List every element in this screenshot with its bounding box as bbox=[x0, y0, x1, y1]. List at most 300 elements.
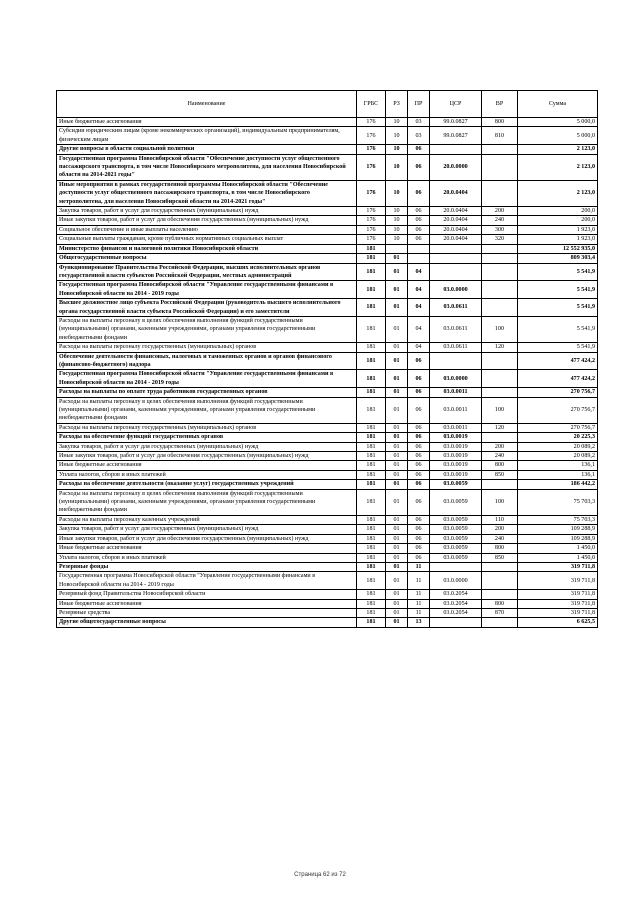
cell-sum: 186 442,2 bbox=[518, 480, 598, 489]
cell-vr: 850 bbox=[482, 470, 518, 479]
cell-pr: 06 bbox=[408, 207, 430, 216]
cell-name: Закупка товаров, работ и услуг для государственных (муниципальных) нужд bbox=[57, 442, 357, 451]
cell-vr bbox=[482, 154, 518, 180]
cell-vr bbox=[482, 281, 518, 299]
cell-grbs: 181 bbox=[357, 281, 386, 299]
cell-grbs: 176 bbox=[357, 154, 386, 180]
cell-pr: 06 bbox=[408, 397, 430, 423]
cell-vr bbox=[482, 244, 518, 253]
cell-name: Резервные фонды bbox=[57, 562, 357, 571]
table-row bbox=[57, 207, 598, 216]
cell-grbs: 176 bbox=[357, 180, 386, 206]
cell-grbs: 176 bbox=[357, 145, 386, 154]
budget-table bbox=[56, 90, 598, 628]
cell-rz: 01 bbox=[386, 343, 408, 352]
cell-sum: 20 089,2 bbox=[518, 442, 598, 451]
table-row bbox=[57, 343, 598, 352]
cell-pr: 11 bbox=[408, 572, 430, 590]
cell-sum: 477 424,2 bbox=[518, 352, 598, 370]
cell-vr bbox=[482, 145, 518, 154]
cell-pr: 06 bbox=[408, 470, 430, 479]
cell-name: Расходы на выплаты персоналу в целях обеспечения выполнения функций государственными (муниципальными) органами, казенными учреждениями, органами управления государственными внебюджетными фондами bbox=[57, 316, 357, 342]
cell-pr: 06 bbox=[408, 154, 430, 180]
cell-csr: 03.0.0019 bbox=[430, 470, 482, 479]
header-rz: РЗ bbox=[386, 91, 408, 118]
cell-pr: 06 bbox=[408, 388, 430, 397]
cell-sum: 12 552 935,0 bbox=[518, 244, 598, 253]
cell-name: Государственная программа Новосибирской области "Управление государственными финансами в Новосибирской области на 2014 - 2019 годы bbox=[57, 572, 357, 590]
cell-grbs: 181 bbox=[357, 263, 386, 281]
cell-grbs: 181 bbox=[357, 370, 386, 388]
cell-vr bbox=[482, 352, 518, 370]
cell-name: Высшее должностное лицо субъекта Российской Федерации (руководитель высшего исполнительного органа государственной власти субъекта Российской Федерации) и его заместители bbox=[57, 299, 357, 317]
cell-name: Субсидии юридическим лицам (кроме некоммерческих организаций), индивидуальным предпринимателям, физическим лицам bbox=[57, 127, 357, 145]
cell-rz bbox=[386, 244, 408, 253]
cell-grbs: 181 bbox=[357, 553, 386, 562]
table-row bbox=[57, 370, 598, 388]
cell-csr: 03.0.0019 bbox=[430, 452, 482, 461]
cell-vr bbox=[482, 254, 518, 263]
cell-vr: 800 bbox=[482, 544, 518, 553]
cell-csr: 03.0.0019 bbox=[430, 461, 482, 470]
cell-rz: 01 bbox=[386, 534, 408, 543]
cell-sum: 109 288,9 bbox=[518, 525, 598, 534]
table-row bbox=[57, 608, 598, 617]
cell-pr: 06 bbox=[408, 216, 430, 225]
cell-grbs: 181 bbox=[357, 442, 386, 451]
cell-rz: 01 bbox=[386, 461, 408, 470]
cell-sum: 200,0 bbox=[518, 216, 598, 225]
cell-name: Государственная программа Новосибирской области "Управление государственными финансами в Новосибирской области на 2014 - 2019 годы bbox=[57, 370, 357, 388]
cell-sum: 270 756,7 bbox=[518, 423, 598, 432]
cell-csr: 03.0.0000 bbox=[430, 281, 482, 299]
cell-rz: 01 bbox=[386, 397, 408, 423]
cell-rz: 01 bbox=[386, 608, 408, 617]
header-grbs: ГРБС bbox=[357, 91, 386, 118]
cell-pr: 06 bbox=[408, 423, 430, 432]
table-row bbox=[57, 254, 598, 263]
cell-name: Социальное обеспечение и иные выплаты населению bbox=[57, 225, 357, 234]
cell-rz: 01 bbox=[386, 263, 408, 281]
cell-grbs: 181 bbox=[357, 461, 386, 470]
cell-sum: 6 625,5 bbox=[518, 618, 598, 627]
cell-grbs: 181 bbox=[357, 388, 386, 397]
cell-pr: 11 bbox=[408, 608, 430, 617]
cell-name: Резервные средства bbox=[57, 608, 357, 617]
cell-sum: 20 089,2 bbox=[518, 452, 598, 461]
cell-csr: 03.0.0000 bbox=[430, 572, 482, 590]
cell-pr: 06 bbox=[408, 553, 430, 562]
cell-sum: 136,1 bbox=[518, 470, 598, 479]
cell-sum: 109 288,9 bbox=[518, 534, 598, 543]
cell-csr: 03.0.0059 bbox=[430, 489, 482, 515]
cell-csr bbox=[430, 263, 482, 281]
cell-rz: 01 bbox=[386, 442, 408, 451]
cell-vr: 800 bbox=[482, 599, 518, 608]
cell-pr: 06 bbox=[408, 461, 430, 470]
cell-pr: 04 bbox=[408, 316, 430, 342]
cell-name: Государственная программа Новосибирской области "Управление государственными финансами в Новосибирской области на 2014 - 2019 годы bbox=[57, 281, 357, 299]
cell-rz: 01 bbox=[386, 525, 408, 534]
cell-rz: 01 bbox=[386, 562, 408, 571]
cell-grbs: 181 bbox=[357, 452, 386, 461]
cell-rz: 01 bbox=[386, 590, 408, 599]
cell-pr: 11 bbox=[408, 599, 430, 608]
cell-rz: 01 bbox=[386, 299, 408, 317]
cell-name: Иные бюджетные ассигнования bbox=[57, 461, 357, 470]
cell-grbs: 181 bbox=[357, 397, 386, 423]
cell-pr: 06 bbox=[408, 180, 430, 206]
cell-rz: 10 bbox=[386, 127, 408, 145]
cell-csr: 03.0.0059 bbox=[430, 515, 482, 524]
cell-rz: 01 bbox=[386, 480, 408, 489]
cell-pr: 03 bbox=[408, 118, 430, 127]
cell-pr: 13 bbox=[408, 618, 430, 627]
cell-name: Социальные выплаты гражданам, кроме публичных нормативных социальных выплат bbox=[57, 235, 357, 244]
cell-vr: 850 bbox=[482, 553, 518, 562]
cell-grbs: 181 bbox=[357, 254, 386, 263]
cell-sum: 2 123,0 bbox=[518, 154, 598, 180]
cell-sum: 477 424,2 bbox=[518, 370, 598, 388]
cell-name: Обеспечение деятельности финансовых, налоговых и таможенных органов и органов финансового (финансово-бюджетного) надзора bbox=[57, 352, 357, 370]
cell-name: Расходы на выплаты по оплате труда работников государственных органов bbox=[57, 388, 357, 397]
cell-csr: 03.0.0059 bbox=[430, 525, 482, 534]
cell-vr bbox=[482, 590, 518, 599]
cell-grbs: 181 bbox=[357, 470, 386, 479]
cell-csr: 03.0.0611 bbox=[430, 299, 482, 317]
cell-pr: 06 bbox=[408, 452, 430, 461]
table-row bbox=[57, 572, 598, 590]
cell-rz: 10 bbox=[386, 154, 408, 180]
header-sum: Сумма bbox=[518, 91, 598, 118]
cell-rz: 01 bbox=[386, 370, 408, 388]
cell-csr bbox=[430, 254, 482, 263]
cell-grbs: 181 bbox=[357, 299, 386, 317]
cell-csr: 03.0.0611 bbox=[430, 343, 482, 352]
cell-vr bbox=[482, 562, 518, 571]
table-row bbox=[57, 216, 598, 225]
cell-rz: 10 bbox=[386, 118, 408, 127]
cell-csr: 03.0.0019 bbox=[430, 442, 482, 451]
cell-vr: 320 bbox=[482, 235, 518, 244]
table-row bbox=[57, 590, 598, 599]
cell-vr bbox=[482, 433, 518, 442]
cell-name: Расходы на выплаты персоналу казенных учреждений bbox=[57, 515, 357, 524]
cell-pr: 06 bbox=[408, 525, 430, 534]
cell-name: Уплата налогов, сборов и иных платежей bbox=[57, 553, 357, 562]
cell-pr: 06 bbox=[408, 442, 430, 451]
cell-sum: 270 756,7 bbox=[518, 397, 598, 423]
cell-sum: 319 711,8 bbox=[518, 590, 598, 599]
cell-sum: 2 123,0 bbox=[518, 145, 598, 154]
cell-grbs: 181 bbox=[357, 423, 386, 432]
table-row bbox=[57, 480, 598, 489]
cell-vr bbox=[482, 388, 518, 397]
table-row bbox=[57, 525, 598, 534]
cell-pr: 04 bbox=[408, 299, 430, 317]
cell-grbs: 181 bbox=[357, 562, 386, 571]
cell-pr: 06 bbox=[408, 145, 430, 154]
cell-grbs: 176 bbox=[357, 118, 386, 127]
cell-sum: 136,1 bbox=[518, 461, 598, 470]
cell-rz: 10 bbox=[386, 235, 408, 244]
cell-name: Функционирование Правительства Российской Федерации, высших исполнительных органов государственной власти субъектов Российской Федерации, местных администраций bbox=[57, 263, 357, 281]
page-number: Страница 62 из 72 bbox=[294, 872, 346, 878]
cell-grbs: 176 bbox=[357, 127, 386, 145]
cell-rz: 01 bbox=[386, 544, 408, 553]
cell-sum: 319 711,8 bbox=[518, 599, 598, 608]
cell-name: Закупка товаров, работ и услуг для государственных (муниципальных) нужд bbox=[57, 525, 357, 534]
cell-sum: 2 123,0 bbox=[518, 180, 598, 206]
cell-pr: 03 bbox=[408, 127, 430, 145]
cell-vr bbox=[482, 618, 518, 627]
cell-rz: 01 bbox=[386, 281, 408, 299]
cell-sum: 5 541,9 bbox=[518, 316, 598, 342]
cell-rz: 01 bbox=[386, 254, 408, 263]
table-row bbox=[57, 452, 598, 461]
cell-grbs: 181 bbox=[357, 525, 386, 534]
table-row bbox=[57, 618, 598, 627]
cell-rz: 01 bbox=[386, 553, 408, 562]
cell-grbs: 181 bbox=[357, 590, 386, 599]
table-row bbox=[57, 442, 598, 451]
cell-pr: 06 bbox=[408, 225, 430, 234]
cell-pr: 04 bbox=[408, 343, 430, 352]
table-row bbox=[57, 433, 598, 442]
cell-pr: 04 bbox=[408, 281, 430, 299]
table-row bbox=[57, 423, 598, 432]
table-row bbox=[57, 489, 598, 515]
cell-sum: 1 923,0 bbox=[518, 225, 598, 234]
cell-rz: 01 bbox=[386, 515, 408, 524]
cell-pr: 11 bbox=[408, 590, 430, 599]
cell-name: Иные мероприятия в рамках государственной программы Новосибирской области "Обеспечение доступности услуг общественного пассажирского транспорта, в том числе Новосибирского метрополитена, для населения Новосибирской области на 2014-2021 годы" bbox=[57, 180, 357, 206]
cell-csr: 20.0.0000 bbox=[430, 154, 482, 180]
cell-vr bbox=[482, 299, 518, 317]
cell-rz: 10 bbox=[386, 145, 408, 154]
cell-rz: 01 bbox=[386, 433, 408, 442]
cell-sum: 5 541,9 bbox=[518, 263, 598, 281]
cell-name: Другие вопросы в области социальной политики bbox=[57, 145, 357, 154]
cell-vr: 110 bbox=[482, 515, 518, 524]
cell-csr bbox=[430, 244, 482, 253]
cell-pr: 06 bbox=[408, 515, 430, 524]
cell-rz: 01 bbox=[386, 599, 408, 608]
cell-grbs: 181 bbox=[357, 343, 386, 352]
cell-vr: 120 bbox=[482, 343, 518, 352]
cell-vr bbox=[482, 263, 518, 281]
cell-csr: 99.0.0827 bbox=[430, 118, 482, 127]
cell-sum: 75 703,3 bbox=[518, 489, 598, 515]
cell-vr: 800 bbox=[482, 461, 518, 470]
cell-csr: 03.0.2054 bbox=[430, 590, 482, 599]
header-csr: ЦСР bbox=[430, 91, 482, 118]
cell-grbs: 181 bbox=[357, 480, 386, 489]
cell-name: Иные бюджетные ассигнования bbox=[57, 544, 357, 553]
cell-name: Расходы на выплаты персоналу в целях обеспечения выполнения функций государственными (муниципальными) органами, казенными учреждениями, органами управления государственными внебюджетными фондами bbox=[57, 397, 357, 423]
table-row bbox=[57, 299, 598, 317]
table-row bbox=[57, 553, 598, 562]
cell-name: Другие общегосударственные вопросы bbox=[57, 618, 357, 627]
table-row bbox=[57, 470, 598, 479]
cell-vr: 240 bbox=[482, 216, 518, 225]
table-row bbox=[57, 388, 598, 397]
table-row bbox=[57, 154, 598, 180]
cell-pr: 06 bbox=[408, 433, 430, 442]
table-row bbox=[57, 180, 598, 206]
cell-sum: 319 711,8 bbox=[518, 608, 598, 617]
cell-vr bbox=[482, 480, 518, 489]
cell-name: Иные бюджетные ассигнования bbox=[57, 118, 357, 127]
header-vr: ВР bbox=[482, 91, 518, 118]
cell-rz: 01 bbox=[386, 489, 408, 515]
cell-grbs: 181 bbox=[357, 244, 386, 253]
cell-sum: 319 711,8 bbox=[518, 572, 598, 590]
header-name: Наименование bbox=[57, 91, 357, 118]
cell-csr: 03.0.0011 bbox=[430, 423, 482, 432]
table-body bbox=[57, 118, 598, 628]
cell-rz: 01 bbox=[386, 572, 408, 590]
table-row bbox=[57, 263, 598, 281]
cell-vr: 200 bbox=[482, 442, 518, 451]
cell-vr bbox=[482, 370, 518, 388]
cell-csr bbox=[430, 352, 482, 370]
table-row bbox=[57, 316, 598, 342]
cell-rz: 10 bbox=[386, 180, 408, 206]
cell-vr: 240 bbox=[482, 452, 518, 461]
cell-grbs: 181 bbox=[357, 608, 386, 617]
header-pr: ПР bbox=[408, 91, 430, 118]
cell-name: Иные закупки товаров, работ и услуг для обеспечения государственных (муниципальных) нужд bbox=[57, 534, 357, 543]
cell-grbs: 181 bbox=[357, 618, 386, 627]
cell-vr: 240 bbox=[482, 534, 518, 543]
cell-sum: 5 000,0 bbox=[518, 127, 598, 145]
cell-name: Иные закупки товаров, работ и услуг для обеспечения государственных (муниципальных) нужд bbox=[57, 216, 357, 225]
table-row bbox=[57, 562, 598, 571]
table-header-row bbox=[57, 91, 598, 118]
cell-grbs: 181 bbox=[357, 316, 386, 342]
cell-rz: 01 bbox=[386, 388, 408, 397]
cell-csr: 20.0.0404 bbox=[430, 180, 482, 206]
table-row bbox=[57, 534, 598, 543]
cell-grbs: 176 bbox=[357, 216, 386, 225]
cell-pr: 06 bbox=[408, 235, 430, 244]
cell-name: Расходы на выплаты персоналу государственных (муниципальных) органов bbox=[57, 343, 357, 352]
cell-sum: 75 703,3 bbox=[518, 515, 598, 524]
cell-csr: 03.0.2054 bbox=[430, 608, 482, 617]
table-row bbox=[57, 352, 598, 370]
cell-name: Расходы на выплаты персоналу государственных (муниципальных) органов bbox=[57, 423, 357, 432]
cell-grbs: 181 bbox=[357, 599, 386, 608]
cell-grbs: 176 bbox=[357, 235, 386, 244]
cell-pr: 06 bbox=[408, 480, 430, 489]
cell-pr: 06 bbox=[408, 489, 430, 515]
cell-csr: 20.0.0404 bbox=[430, 235, 482, 244]
cell-pr: 06 bbox=[408, 352, 430, 370]
cell-pr: 06 bbox=[408, 534, 430, 543]
cell-pr: 06 bbox=[408, 544, 430, 553]
cell-sum: 809 303,4 bbox=[518, 254, 598, 263]
cell-sum: 270 756,7 bbox=[518, 388, 598, 397]
cell-sum: 20 225,3 bbox=[518, 433, 598, 442]
cell-pr: 06 bbox=[408, 370, 430, 388]
cell-csr: 03.0.0059 bbox=[430, 480, 482, 489]
cell-pr: 11 bbox=[408, 562, 430, 571]
cell-csr: 03.0.0611 bbox=[430, 316, 482, 342]
cell-csr: 03.0.0000 bbox=[430, 370, 482, 388]
cell-sum: 200,0 bbox=[518, 207, 598, 216]
cell-pr bbox=[408, 244, 430, 253]
cell-grbs: 181 bbox=[357, 572, 386, 590]
cell-vr: 100 bbox=[482, 316, 518, 342]
cell-vr: 870 bbox=[482, 608, 518, 617]
cell-name: Расходы на обеспечение деятельности (оказание услуг) государственных учреждений bbox=[57, 480, 357, 489]
cell-sum: 1 450,0 bbox=[518, 544, 598, 553]
cell-vr: 810 bbox=[482, 127, 518, 145]
table-row bbox=[57, 544, 598, 553]
cell-csr: 20.0.0404 bbox=[430, 207, 482, 216]
cell-vr: 300 bbox=[482, 225, 518, 234]
cell-name: Общегосударственные вопросы bbox=[57, 254, 357, 263]
cell-csr: 20.0.0404 bbox=[430, 216, 482, 225]
cell-csr: 20.0.0404 bbox=[430, 225, 482, 234]
table-row bbox=[57, 235, 598, 244]
cell-rz: 01 bbox=[386, 452, 408, 461]
cell-name: Министерство финансов и налоговой политики Новосибирской области bbox=[57, 244, 357, 253]
cell-grbs: 176 bbox=[357, 207, 386, 216]
cell-csr: 03.0.2054 bbox=[430, 599, 482, 608]
cell-csr: 99.0.0827 bbox=[430, 127, 482, 145]
cell-grbs: 176 bbox=[357, 225, 386, 234]
cell-csr: 03.0.0011 bbox=[430, 397, 482, 423]
table-row bbox=[57, 515, 598, 524]
cell-sum: 5 541,9 bbox=[518, 343, 598, 352]
cell-sum: 1 923,0 bbox=[518, 235, 598, 244]
cell-csr bbox=[430, 145, 482, 154]
cell-sum: 1 450,0 bbox=[518, 553, 598, 562]
cell-rz: 01 bbox=[386, 352, 408, 370]
cell-csr bbox=[430, 618, 482, 627]
cell-vr bbox=[482, 572, 518, 590]
cell-name: Закупка товаров, работ и услуг для государственных (муниципальных) нужд bbox=[57, 207, 357, 216]
table-row bbox=[57, 599, 598, 608]
cell-sum: 5 000,0 bbox=[518, 118, 598, 127]
cell-csr: 03.0.0059 bbox=[430, 553, 482, 562]
cell-vr bbox=[482, 180, 518, 206]
table-row bbox=[57, 225, 598, 234]
cell-vr: 200 bbox=[482, 525, 518, 534]
cell-rz: 10 bbox=[386, 225, 408, 234]
cell-pr bbox=[408, 254, 430, 263]
cell-vr: 120 bbox=[482, 423, 518, 432]
cell-vr: 100 bbox=[482, 489, 518, 515]
cell-rz: 01 bbox=[386, 618, 408, 627]
cell-rz: 01 bbox=[386, 470, 408, 479]
cell-sum: 319 711,8 bbox=[518, 562, 598, 571]
cell-csr: 03.0.0059 bbox=[430, 534, 482, 543]
cell-grbs: 181 bbox=[357, 489, 386, 515]
cell-csr: 03.0.0019 bbox=[430, 433, 482, 442]
cell-csr: 03.0.0011 bbox=[430, 388, 482, 397]
cell-vr: 800 bbox=[482, 118, 518, 127]
cell-csr: 03.0.0059 bbox=[430, 544, 482, 553]
cell-grbs: 181 bbox=[357, 534, 386, 543]
cell-pr: 04 bbox=[408, 263, 430, 281]
table-row bbox=[57, 127, 598, 145]
cell-rz: 01 bbox=[386, 423, 408, 432]
cell-name: Резервный фонд Правительства Новосибирской области bbox=[57, 590, 357, 599]
cell-grbs: 181 bbox=[357, 352, 386, 370]
